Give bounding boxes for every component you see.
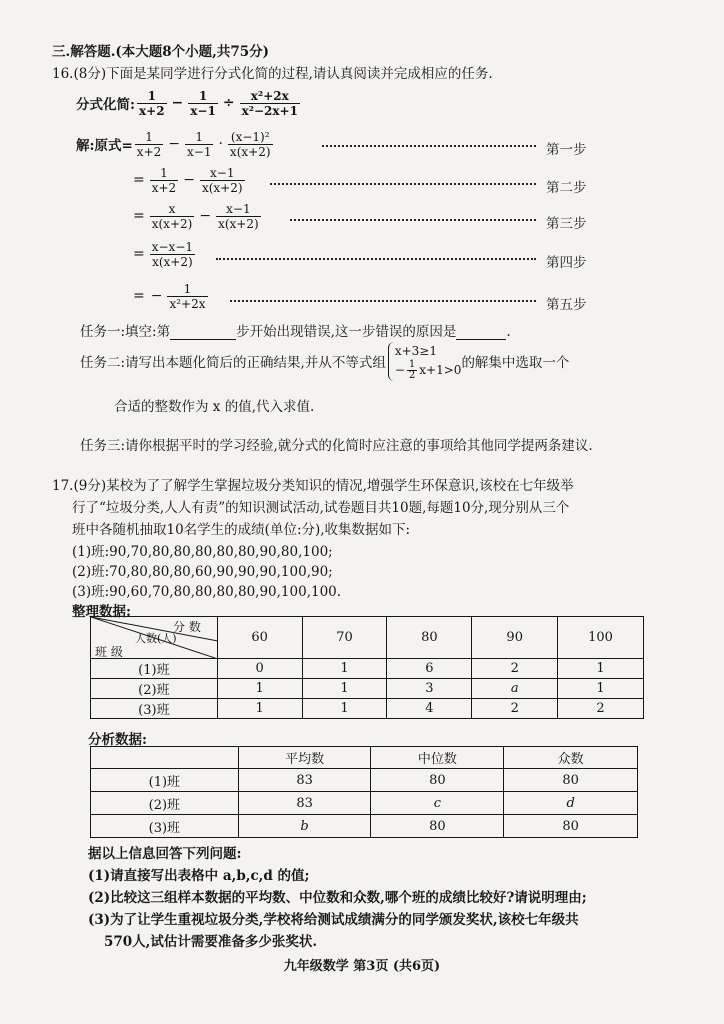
statistics-table <box>90 746 638 838</box>
column-header: 90 <box>472 617 558 659</box>
expr-label: 分式化简: <box>76 97 135 113</box>
cell: 2 <box>558 699 644 719</box>
frac: $\frac{\text{x²+2x}}{\text{x²−2x+1}}$ <box>241 88 298 118</box>
q17-intro-line1: 17.(9分)某校为了了解学生掌握垃圾分类知识的情况,增强学生环保意识,该校在七年级举 <box>52 478 574 494</box>
diagonal-header-cell <box>91 617 218 659</box>
cell: a <box>472 679 558 699</box>
table-row <box>91 815 638 838</box>
column-header: 众数 <box>504 747 638 769</box>
cell: b <box>238 815 371 838</box>
step-label: 第三步 <box>546 216 587 232</box>
row-label: (3)班 <box>91 699 218 719</box>
column-header: 中位数 <box>371 747 504 769</box>
dotted-leader <box>230 300 536 302</box>
step-5-expression: = − $\frac{1}{\text{x²+2x}}$ <box>133 281 206 311</box>
q17-data-class1: (1)班:90,70,80,80,80,80,80,90,80,100; <box>72 544 333 560</box>
step-2-expression: = $\frac{1}{x+2}$ − $\frac{x-1}{x(x+2)}$ <box>133 165 243 195</box>
question-3-line1: (3)为了让学生重视垃圾分类,学校将给测试成绩满分的同学颁发奖状,该校七年级共 <box>88 912 579 928</box>
inequality-system: x+3≥1 − $\frac{1}{2}$ x+1>0 <box>388 342 462 381</box>
cell: 1 <box>217 679 302 699</box>
task-2-continued: 合适的整数作为 x 的值,代入求值. <box>114 399 315 415</box>
column-header <box>91 747 239 769</box>
dotted-leader <box>216 258 536 260</box>
cell: 4 <box>387 699 472 719</box>
cell: 80 <box>504 769 638 792</box>
cell: 1 <box>558 659 644 679</box>
step-3-expression: = $\frac{x}{x(x+2)}$ − $\frac{x-1}{x(x+2)}$ <box>133 201 259 231</box>
cell: 83 <box>238 792 371 815</box>
analyze-label: 分析数据: <box>88 732 147 748</box>
question-3-line2: 570人,试估计需要准备多少张奖状. <box>104 934 318 950</box>
column-header: 70 <box>302 617 387 659</box>
cell: 80 <box>371 815 504 838</box>
cell: 6 <box>387 659 472 679</box>
table-row <box>91 659 644 679</box>
header-score: 分 数 <box>173 620 201 634</box>
row-label: (1)班 <box>91 769 239 792</box>
organize-label: 整理数据: <box>72 604 131 620</box>
cell: 2 <box>472 699 558 719</box>
cell: 1 <box>302 679 387 699</box>
column-header: 80 <box>387 617 472 659</box>
table-row <box>91 699 644 719</box>
section-title: 三.解答题.(本大题8个小题,共75分) <box>52 44 270 60</box>
row-label: (2)班 <box>91 792 239 815</box>
q17-intro-line3: 班中各随机抽取10名学生的成绩(单位:分),收集数据如下: <box>72 522 411 538</box>
row-label: (2)班 <box>91 679 218 699</box>
cell: 1 <box>302 659 387 679</box>
cell: 1 <box>217 699 302 719</box>
step-label: 第一步 <box>546 142 587 158</box>
q17-data-class3: (3)班:90,60,70,80,80,80,80,90,100,100. <box>72 584 342 600</box>
cell: 3 <box>387 679 472 699</box>
q16-intro: 16.(8分)下面是某同学进行分式化简的过程,请认真阅读并完成相应的任务. <box>52 66 493 82</box>
dotted-leader <box>290 219 536 221</box>
q17-data-class2: (2)班:70,80,80,80,60,90,90,90,100,90; <box>72 564 333 580</box>
dotted-leader <box>322 145 536 147</box>
step-label: 第二步 <box>546 180 587 196</box>
column-header: 100 <box>558 617 644 659</box>
column-header: 60 <box>217 617 302 659</box>
step-4-expression: = $\frac{x-x-1}{x(x+2)}$ <box>133 239 194 269</box>
cell: 0 <box>217 659 302 679</box>
table-row <box>91 792 638 815</box>
frac: $\frac{1}{x-1}$ <box>190 88 216 118</box>
cell: 2 <box>472 659 558 679</box>
row-label: (1)班 <box>91 659 218 679</box>
dotted-leader <box>270 183 536 185</box>
cell: c <box>371 792 504 815</box>
cell: 1 <box>558 679 644 699</box>
frequency-table <box>90 616 644 719</box>
cell: 1 <box>302 699 387 719</box>
cell: 80 <box>371 769 504 792</box>
table-row <box>91 769 638 792</box>
cell: d <box>504 792 638 815</box>
q16-expression: 分式化简: $\frac{1}{x+2}$ − $\frac{1}{x-1}$ ÷ $\frac{\text{x²+2x}}{\text{x²−2x+1}}$ <box>76 88 298 118</box>
table-row <box>91 679 644 699</box>
step-label: 第五步 <box>546 297 587 313</box>
step-label: 第四步 <box>546 255 587 271</box>
row-label: (3)班 <box>91 815 239 838</box>
question-2: (2)比较这三组样本数据的平均数、中位数和众数,哪个班的成绩比较好?请说明理由; <box>88 890 587 906</box>
question-intro: 据以上信息回答下列问题: <box>88 846 242 862</box>
question-1: (1)请直接写出表格中 a,b,c,d 的值; <box>88 868 310 884</box>
frac: $\frac{1}{x+2}$ <box>138 88 165 118</box>
task-3: 任务三:请你根据平时的学习经验,就分式的化简时应注意的事项给其他同学提两条建议. <box>80 438 593 454</box>
cell: 83 <box>238 769 371 792</box>
step-1-expression: 解:原式= $\frac{1}{x+2}$ − $\frac{1}{x-1}$ · $\frac{\text{(x−1)²}}{x(x+2)}$ <box>76 129 271 159</box>
task-1: 任务一:填空:第 步开始出现错误,这一步错误的原因是 . <box>80 324 511 340</box>
q17-intro-line2: 行了“垃圾分类,人人有责”的知识测试活动,试卷题目共10题,每题10分,现分别从三个 <box>72 500 570 516</box>
page-footer: 九年级数学 第3页 (共6页) <box>283 959 441 974</box>
column-header: 平均数 <box>238 747 371 769</box>
header-class: 班 级 <box>95 645 123 659</box>
task-2: 任务二:请写出本题化简后的正确结果,并从不等式组 x+3≥1 − $\frac{1}{2}$ x+1>0 的解集中选取一个 <box>80 343 570 381</box>
header-people: 人数(人) <box>135 632 177 645</box>
cell: 80 <box>504 815 638 838</box>
